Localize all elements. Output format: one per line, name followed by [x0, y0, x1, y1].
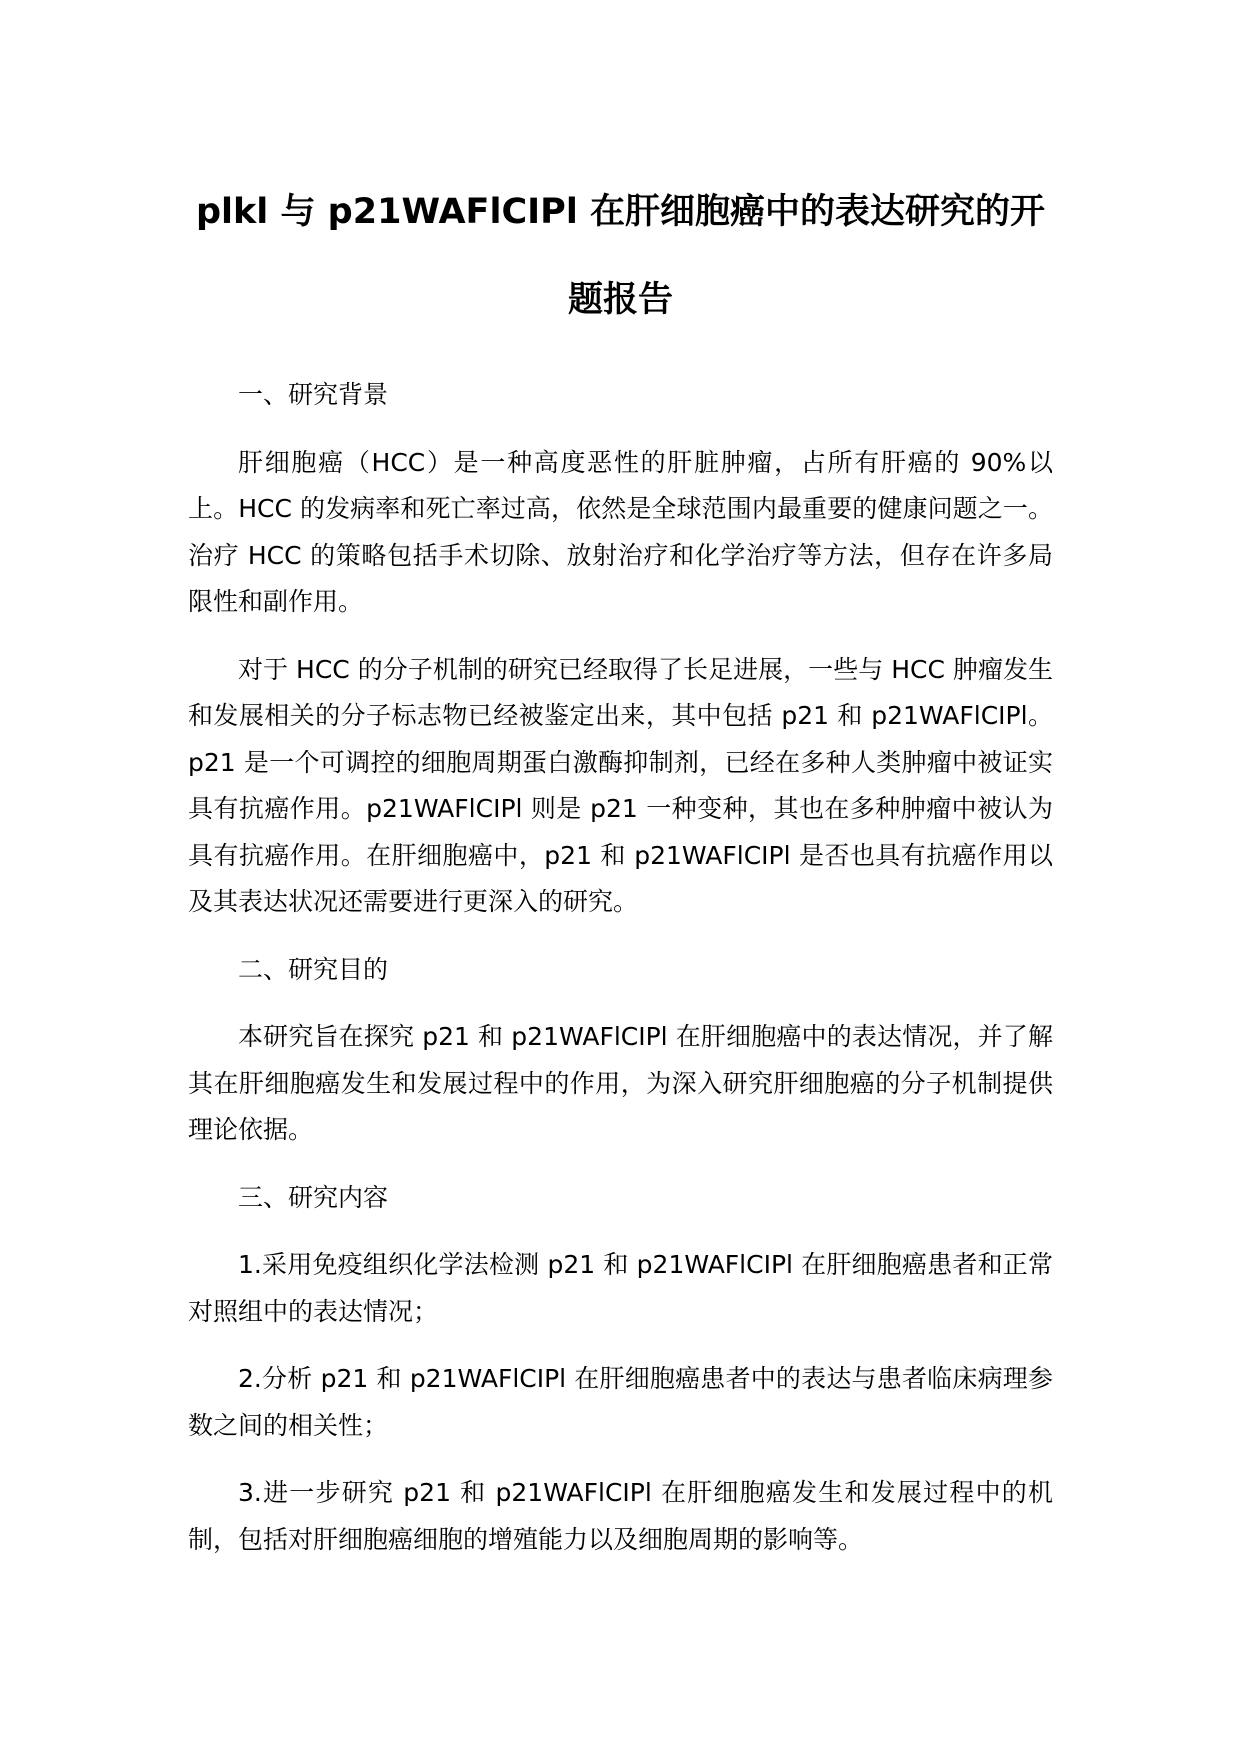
content-item-2: 2.分析 p21 和 p21WAFlCIPl 在肝细胞癌患者中的表达与患者临床病理参数之间的相关性；	[188, 1364, 1053, 1440]
document-body	[188, 372, 1053, 1584]
background-paragraph-1: 肝细胞癌（HCC）是一种高度恶性的肝脏肿瘤，占所有肝癌的 90%以上。HCC 的发病率和死亡率过高，依然是全球范围内最重要的健康问题之一。治疗 HCC 的策略包括手术切除、放射治疗和化学治疗等方法，但存在许多局限性和副作用。	[188, 447, 1053, 616]
content-item-3: 3.进一步研究 p21 和 p21WAFlCIPl 在肝细胞癌发生和发展过程中的机制，包括对肝细胞癌细胞的增殖能力以及细胞周期的影响等。	[188, 1478, 1053, 1554]
section-background	[188, 372, 1053, 926]
purpose-paragraph-1: 本研究旨在探究 p21 和 p21WAFlCIPl 在肝细胞癌中的表达情况，并了解其在肝细胞癌发生和发展过程中的作用，为深入研究肝细胞癌的分子机制提供理论依据。	[188, 1022, 1053, 1144]
section-content	[188, 1175, 1053, 1564]
document-title: plkl 与 p21WAFlCIPl 在肝细胞癌中的表达研究的开题报告	[195, 192, 1046, 320]
section-purpose	[188, 947, 1053, 1154]
background-paragraph-2: 对于 HCC 的分子机制的研究已经取得了长足进展，一些与 HCC 肿瘤发生和发展相关的分子标志物已经被鉴定出来，其中包括 p21 和 p21WAFlCIPl。p21 是一个可调控的细胞周期蛋白激酶抑制剂，已经在多种人类肿瘤中被证实具有抗癌作用。p21WAFlCIPl 则是 p21 一种变种，其也在多种肿瘤中被认为具有抗癌作用。在肝细胞癌中，p21 和 p21WAFlCIPl 是否也具有抗癌作用以及其表达状况还需要进行更深入的研究。	[188, 654, 1053, 916]
section-heading-purpose: 二、研究目的	[238, 954, 389, 984]
content-item-1: 1.采用免疫组织化学法检测 p21 和 p21WAFlCIPl 在肝细胞癌患者和正常对照组中的表达情况；	[188, 1250, 1053, 1326]
section-heading-content: 三、研究内容	[238, 1182, 389, 1212]
section-heading-background: 一、研究背景	[238, 380, 389, 409]
